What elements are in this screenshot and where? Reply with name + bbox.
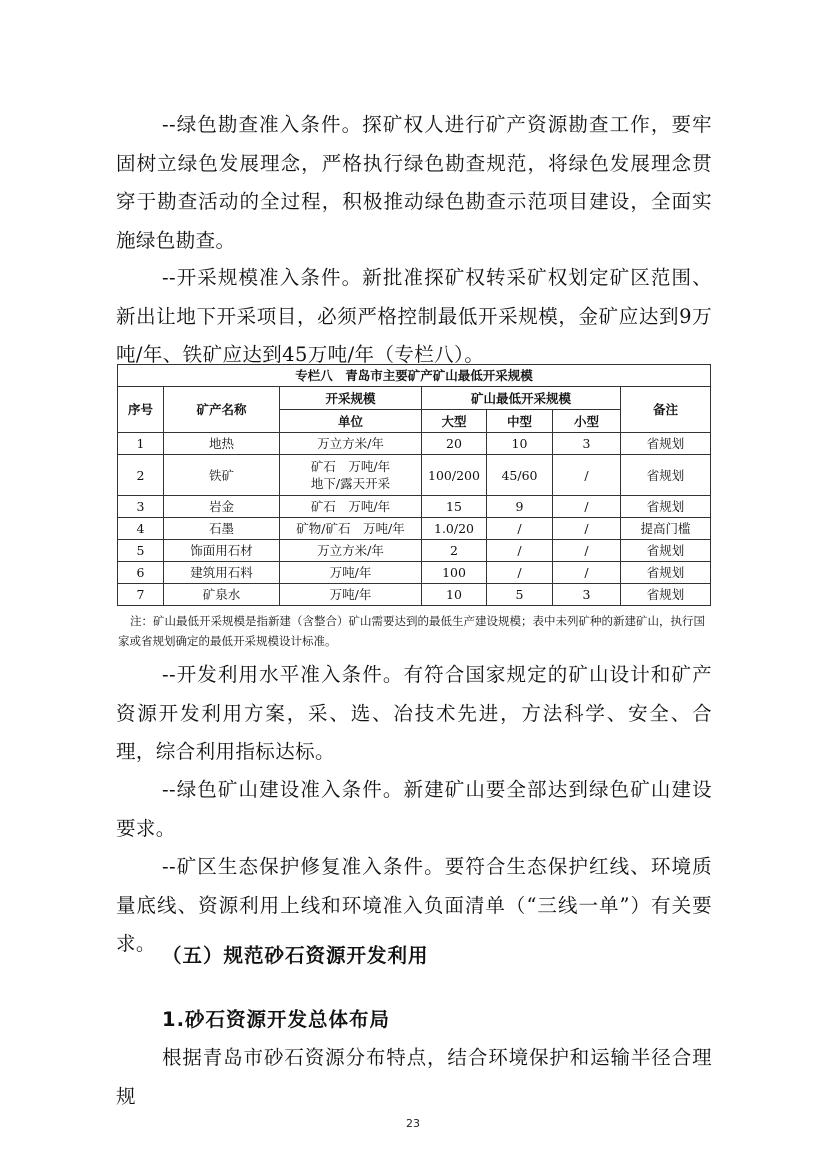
- header-small: 小型: [553, 410, 621, 433]
- cell-remark: 省规划: [621, 584, 711, 606]
- cell-no: 6: [118, 562, 164, 584]
- cell-unit: 矿物/矿石 万吨/年: [280, 518, 422, 540]
- cell-name: 饰面用石材: [164, 540, 280, 562]
- header-index: 序号: [118, 387, 164, 433]
- table-row: [118, 584, 711, 606]
- cell-large: 1.0/20: [422, 518, 487, 540]
- cell-medium: /: [487, 562, 553, 584]
- cell-unit: 万吨/年: [280, 562, 422, 584]
- table-note: 注：矿山最低开采规模是指新建（含整合）矿山需要达到的最低生产建设规模；表中未列矿种的新建矿山，执行国家或省规划确定的最低开采规模设计标准。: [118, 614, 705, 648]
- cell-remark: 省规划: [621, 433, 711, 455]
- table-row: [118, 562, 711, 584]
- header-scale-group: 矿山最低开采规模: [422, 387, 621, 410]
- cell-remark: 省规划: [621, 455, 711, 496]
- cell-small: 3: [553, 433, 621, 455]
- paragraph-mining-scale: --开采规模准入条件。新批准探矿权转采矿权划定矿区范围、新出让地下开采项目，必须严格控制最低开采规模，金矿应达到9万吨/年、铁矿应达到45万吨/年（专栏八）。: [116, 266, 712, 366]
- cell-name: 矿泉水: [164, 584, 280, 606]
- paragraph-green-exploration: --绿色勘查准入条件。探矿权人进行矿产资源勘查工作，要牢固树立绿色发展理念，严格执行绿色勘查规范，将绿色发展理念贯穿于勘查活动的全过程，积极推动绿色勘查示范项目建设，全面实施绿色勘查。: [116, 113, 712, 252]
- table-row: [118, 433, 711, 455]
- cell-large: 10: [422, 584, 487, 606]
- cell-no: 5: [118, 540, 164, 562]
- cell-large: 100/200: [422, 455, 487, 496]
- paragraph-ecological-restoration: --矿区生态保护修复准入条件。要符合生态保护红线、环境质量底线、资源利用上线和环境准入负面清单（“三线一单”）有关要求。: [116, 855, 712, 955]
- cell-medium: 9: [487, 496, 553, 518]
- cell-large: 2: [422, 540, 487, 562]
- table-title: 专栏八 青岛市主要矿产矿山最低开采规模: [118, 365, 711, 387]
- cell-small: /: [553, 540, 621, 562]
- paragraph-utilization-level: --开发利用水平准入条件。有符合国家规定的矿山设计和矿产资源开发利用方案，采、选、冶技术先进，方法科学、安全、合理，综合利用指标达标。: [116, 663, 712, 763]
- subsection-heading: 1.砂石资源开发总体布局: [162, 1008, 390, 1031]
- page-number: 23: [406, 1117, 420, 1130]
- header-remark: 备注: [621, 387, 711, 433]
- cell-name: 石墨: [164, 518, 280, 540]
- header-unit-line2: 单位: [280, 410, 422, 433]
- cell-name: 岩金: [164, 496, 280, 518]
- section-heading: （五）规范砂石资源开发利用: [162, 944, 429, 967]
- cell-remark: 省规划: [621, 496, 711, 518]
- cell-unit-line1: 矿石 万吨/年: [310, 459, 391, 474]
- cell-no: 7: [118, 584, 164, 606]
- cell-unit: 万立方米/年: [280, 433, 422, 455]
- cell-name: 铁矿: [164, 455, 280, 496]
- cell-large: 15: [422, 496, 487, 518]
- cell-name: 建筑用石料: [164, 562, 280, 584]
- cell-remark: 省规划: [621, 540, 711, 562]
- table-row: [118, 455, 711, 496]
- cell-medium: /: [487, 540, 553, 562]
- cell-medium: /: [487, 518, 553, 540]
- cell-remark: 提高门槛: [621, 518, 711, 540]
- cell-small: /: [553, 562, 621, 584]
- cell-medium: 10: [487, 433, 553, 455]
- cell-small: /: [553, 496, 621, 518]
- paragraph-green-mine: --绿色矿山建设准入条件。新建矿山要全部达到绿色矿山建设要求。: [116, 778, 712, 840]
- cell-name: 地热: [164, 433, 280, 455]
- cell-medium: 5: [487, 584, 553, 606]
- cell-no: 4: [118, 518, 164, 540]
- header-unit-line1: 开采规模: [280, 387, 422, 410]
- paragraph-sand-gravel-layout: 根据青岛市砂石资源分布特点，结合环境保护和运输半径合理规: [116, 1046, 712, 1108]
- cell-small: /: [553, 518, 621, 540]
- header-large: 大型: [422, 410, 487, 433]
- cell-unit: 万立方米/年: [280, 540, 422, 562]
- cell-medium: 45/60: [487, 455, 553, 496]
- table-row: [118, 518, 711, 540]
- table-row: [118, 540, 711, 562]
- cell-no: 3: [118, 496, 164, 518]
- cell-large: 100: [422, 562, 487, 584]
- cell-small: /: [553, 455, 621, 496]
- cell-no: 1: [118, 433, 164, 455]
- header-medium: 中型: [487, 410, 553, 433]
- min-mining-scale-table: [117, 364, 711, 606]
- cell-large: 20: [422, 433, 487, 455]
- cell-unit: [280, 455, 422, 496]
- cell-unit-line2: 地下/露天开采: [310, 476, 391, 491]
- table-row: [118, 496, 711, 518]
- cell-small: 3: [553, 584, 621, 606]
- cell-remark: 省规划: [621, 562, 711, 584]
- cell-unit: 矿石 万吨/年: [280, 496, 422, 518]
- cell-unit: 万吨/年: [280, 584, 422, 606]
- cell-no: 2: [118, 455, 164, 496]
- header-name: 矿产名称: [164, 387, 280, 433]
